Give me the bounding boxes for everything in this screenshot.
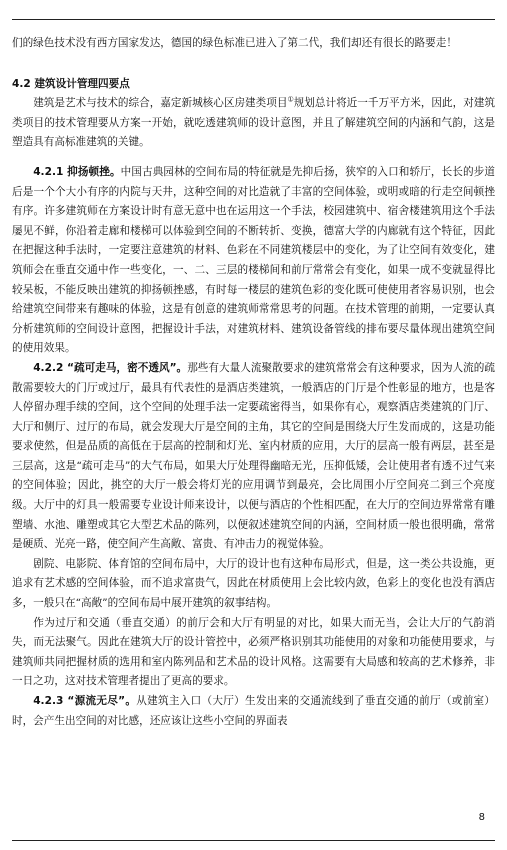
subsection-text-4-2-1: 中国古典园林的空间布局的特征就是先抑后扬，狭窄的入口和轿厅，长长的步道后是一个个大小有序的内院与天井，这种空间的对比造就了丰富的空间体验，或明或暗的行走空间顿挫有序。许多建筑师在方案设计时有意无意中也在运用这一个手法，校园建筑中、宿舍楼建筑用这个手法屡见不鲜，你沿着走廊和楼梯可以体验到空间的不断转折、变换，德富大学的内廊就有这个特征，因此在把握这种手法时，一定要注意建筑的材料、色彩在不同建筑楼层中的变化，为了让空间有效变化，建筑师会在垂直交通中作一些变化，一、二、三层的楼梯间和前厅常常会有变化，如果一成不变就显得比较呆板，不能反映出建筑的抑扬顿挫感，有时每一楼层的建筑色彩的变化既可使使用者容易识别，也会给建筑空间带来有趣味的体验，这是有创意的建筑师常常思考的问题。在技术管理的前期，一定要认真分析建筑师的空间设计意图，把握设计手法，对建筑材料、建筑设备管线的排布要尽量体现出建筑空间的使用效果。 xyxy=(12,165,495,355)
subsection-title-4-2-3: 4.2.3 “源流无尽”。 xyxy=(33,695,137,707)
page-content xyxy=(12,34,495,731)
subsection-text-4-2-2: 那些有大量人流聚散要求的建筑常常会有这种要求，因为人流的疏散需要较大的门厅或过厅，最具有代表性的是酒店类建筑，一般酒店的门厅是个性彰显的地方，也是客人停留办理手续的空间，这个空间的处理手法一定要疏密得当，如果你有心，观察酒店类建筑的门厅、大厅和侧厅、过厅的布局，就会发现大厅是空间的主角，其它的空间是围绕大厅生发而成的，这是功能要求使然，但是品质的高低在于层高的控制和灯光、室内材质的应用，大厅的层高一般有两层，甚至是三层高，这是“疏可走马”的大气布局，如果大厅处理得幽暗无光，压抑低矮，会让使用者有透不过气来的空间体验；因此，挑空的大厅一般会将灯光的应用调节到最亮，会比周围小厅空间亮二到三个亮度级。大厅中的灯具一般需要专业设计师来设计，以便与酒店的个性相匹配，在大厅的空间边界常常有雕塑墙、水池、雕塑或其它大型艺术品的陈列，以便叙述建筑空间的内涵，空间材质一般也很明确，常常是硬质、光亮一路，使空间产生高敞、富贵、有冲击力的视觉体验。 xyxy=(12,361,496,551)
subsection-4-2-2 xyxy=(12,359,495,555)
intro-text-a: 建筑是艺术与技术的综合，嘉定新城核心区房建类项目 xyxy=(33,97,288,110)
bottom-rule xyxy=(12,840,495,841)
paragraph-intro xyxy=(12,94,495,153)
paragraph-theater: 剧院、电影院、体育馆的空间布局中，大厅的设计也有这种布局形式，但是，这一类公共设施，更追求有艺术感的空间体验，而不追求富贵气，因此在材质使用上会比较内敛，色彩上的变化也没有酒店多，一般只在“高敞”的空间布局中展开建筑的叙事结构。 xyxy=(12,557,495,610)
subsection-title-4-2-1: 4.2.1 抑扬顿挫。 xyxy=(33,165,121,178)
paragraph-continuation: 们的绿色技术没有西方国家发达，德国的绿色标准已进入了第二代，我们却还有很长的路要走！ xyxy=(12,37,457,49)
subsection-title-4-2-2: 4.2.2 “疏可走马，密不透风”。 xyxy=(33,361,188,374)
intro-text-b: 规划总计将近一千万平方米，因此，对建筑类项目的技术管理要从方案一开始，就吃透建筑师的设计意图，并且了解建筑空间的内涵和气韵，这是塑造具有高标准建筑的关键。 xyxy=(12,97,495,149)
section-heading: 4.2 建筑设计管理四要点 xyxy=(12,77,130,90)
footnote-marker: ① xyxy=(287,95,294,104)
paragraph-transition: 作为过厅和交通（垂直交通）的前厅会和大厅有明显的对比，如果大而无当，会让大厅的气韵消失，而无法聚气。因此在建筑大厅的设计管控中，必须严格识别其功能使用的对象和功能使用要求，与建筑师共同把握材质的选用和室内陈列品和艺术品的设计风格。这需要有大局感和较高的艺术修养，非一日之功，这对技术管理者提出了更高的要求。 xyxy=(12,616,495,688)
top-rule xyxy=(12,19,495,20)
page-number: 8 xyxy=(478,812,485,823)
subsection-text-4-2-3: 从建筑主入口（大厅）生发出来的交通流线到了垂直交通的前厅（或前室）时，会产生出空间的对比感，还应该让这些小空间的界面表 xyxy=(12,695,496,727)
subsection-4-2-3 xyxy=(12,692,495,731)
subsection-4-2-1 xyxy=(12,163,495,359)
